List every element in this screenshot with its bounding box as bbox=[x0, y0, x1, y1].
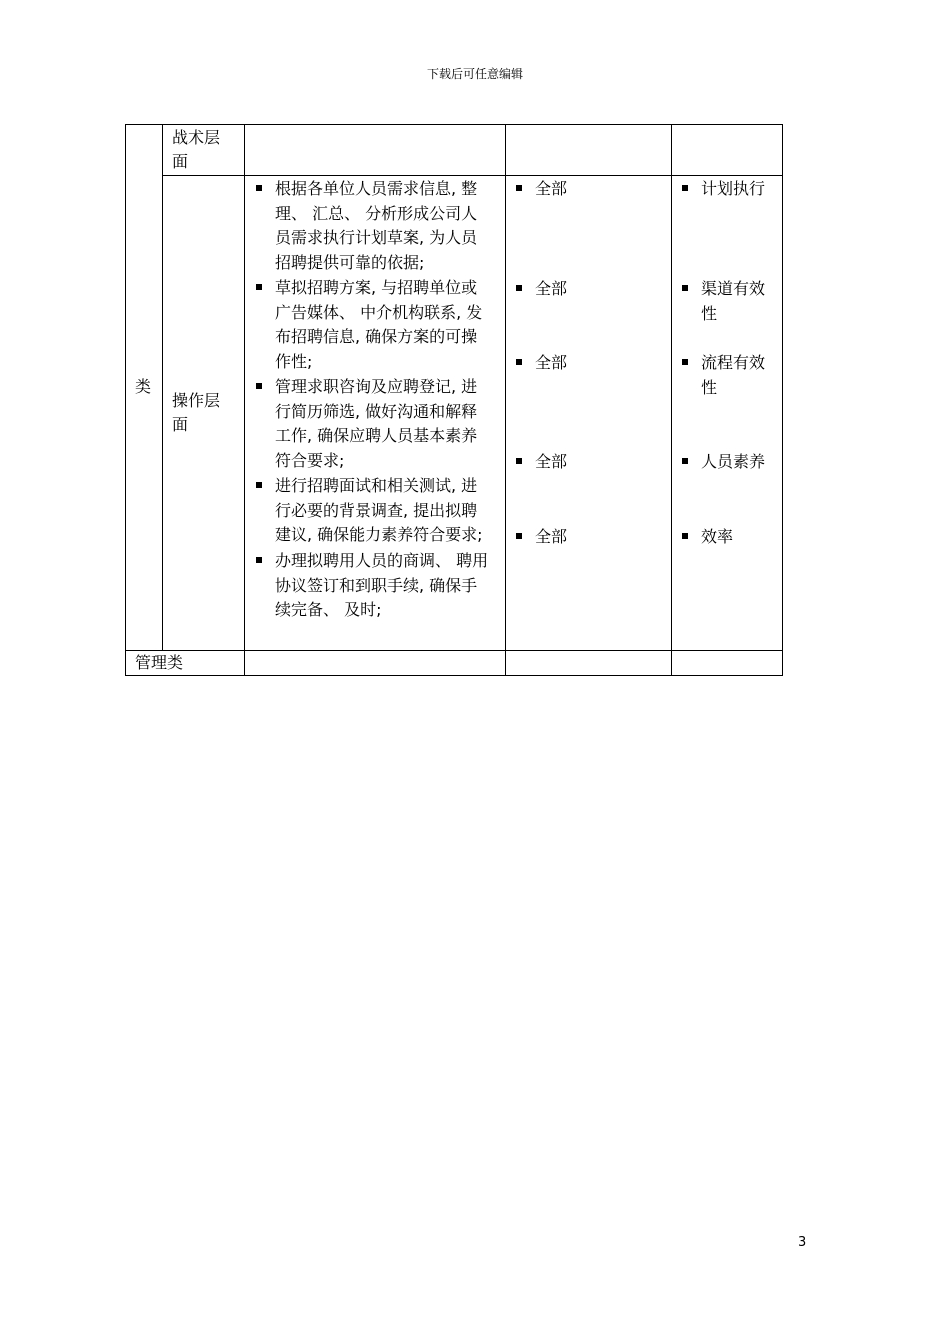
duty-line: 行简历筛选, 做好沟通和解释 bbox=[275, 401, 478, 421]
level-label-management: 管理类 bbox=[135, 653, 184, 672]
bullet-icon bbox=[516, 285, 522, 291]
duty-line: 员需求执行计划草案, 为人员 bbox=[275, 228, 478, 247]
indicator-line: 人员素养 bbox=[701, 452, 766, 471]
scope-value: 全部 bbox=[535, 353, 568, 372]
duty-line: 管理求职咨询及应聘登记, 进 bbox=[275, 377, 478, 396]
duty-line: 行必要的背景调查, 提出拟聘 bbox=[275, 500, 478, 520]
indicator-line: 性 bbox=[701, 377, 718, 397]
bullet-icon bbox=[256, 284, 262, 290]
bullet-icon bbox=[682, 285, 688, 291]
indicator-line: 渠道有效 bbox=[701, 279, 766, 298]
bullet-icon bbox=[516, 458, 522, 464]
bullet-icon bbox=[256, 185, 262, 191]
page-header: 下载后可任意编辑 bbox=[426, 67, 523, 81]
duty-line: 作性; bbox=[275, 351, 313, 371]
duty-line: 符合要求; bbox=[275, 450, 345, 470]
level-label-operational-line-2: 面 bbox=[172, 415, 189, 434]
table-row-divider bbox=[125, 650, 783, 651]
table-col-divider bbox=[244, 124, 245, 676]
duty-line: 工作, 确保应聘人员基本素养 bbox=[275, 426, 478, 445]
bullet-icon bbox=[682, 359, 688, 365]
bullet-icon bbox=[682, 458, 688, 464]
scope-value: 全部 bbox=[535, 452, 568, 471]
bullet-icon bbox=[516, 533, 522, 539]
table-col-divider bbox=[505, 124, 506, 676]
duty-line: 布招聘信息, 确保方案的可操 bbox=[275, 327, 478, 346]
table-border-right bbox=[782, 124, 783, 676]
category-label: 类 bbox=[135, 377, 152, 396]
duty-line: 续完备、 及时; bbox=[275, 600, 382, 619]
level-label-tactical-line-2: 面 bbox=[172, 152, 189, 171]
level-label-tactical-line-1: 战术层 bbox=[172, 128, 221, 147]
duty-line: 根据各单位人员需求信息, 整 bbox=[275, 179, 478, 198]
scope-value: 全部 bbox=[535, 279, 568, 298]
scope-value: 全部 bbox=[535, 527, 568, 546]
bullet-icon bbox=[516, 359, 522, 365]
page-number: 3 bbox=[798, 1235, 807, 1250]
duty-line: 办理拟聘用人员的商调、 聘用 bbox=[275, 551, 489, 570]
duty-line: 理、 汇总、 分析形成公司人 bbox=[275, 203, 478, 223]
level-label-operational-line-1: 操作层 bbox=[172, 391, 221, 410]
duty-line: 建议, 确保能力素养符合要求; bbox=[275, 525, 483, 544]
table-border-top bbox=[125, 124, 783, 125]
scope-value: 全部 bbox=[535, 179, 568, 198]
indicator-line: 效率 bbox=[701, 527, 734, 546]
duty-line: 协议签订和到职手续, 确保手 bbox=[275, 575, 478, 595]
indicator-line: 计划执行 bbox=[701, 179, 766, 198]
table-border-left bbox=[125, 124, 126, 676]
duty-line: 招聘提供可靠的依据; bbox=[275, 252, 425, 272]
indicator-line: 性 bbox=[701, 303, 718, 323]
bullet-icon bbox=[256, 383, 262, 389]
bullet-icon bbox=[682, 185, 688, 191]
bullet-icon bbox=[516, 185, 522, 191]
table-col-divider bbox=[671, 124, 672, 676]
table-border-bottom bbox=[125, 675, 783, 676]
table-col-divider bbox=[162, 124, 163, 650]
table-row-divider bbox=[162, 175, 783, 176]
duty-line: 广告媒体、 中介机构联系, 发 bbox=[275, 302, 483, 322]
duty-line: 草拟招聘方案, 与招聘单位或 bbox=[275, 278, 478, 297]
indicator-line: 流程有效 bbox=[701, 353, 766, 372]
bullet-icon bbox=[682, 533, 688, 539]
bullet-icon bbox=[256, 482, 262, 488]
bullet-icon bbox=[256, 557, 262, 563]
duty-line: 进行招聘面试和相关测试, 进 bbox=[275, 476, 478, 495]
